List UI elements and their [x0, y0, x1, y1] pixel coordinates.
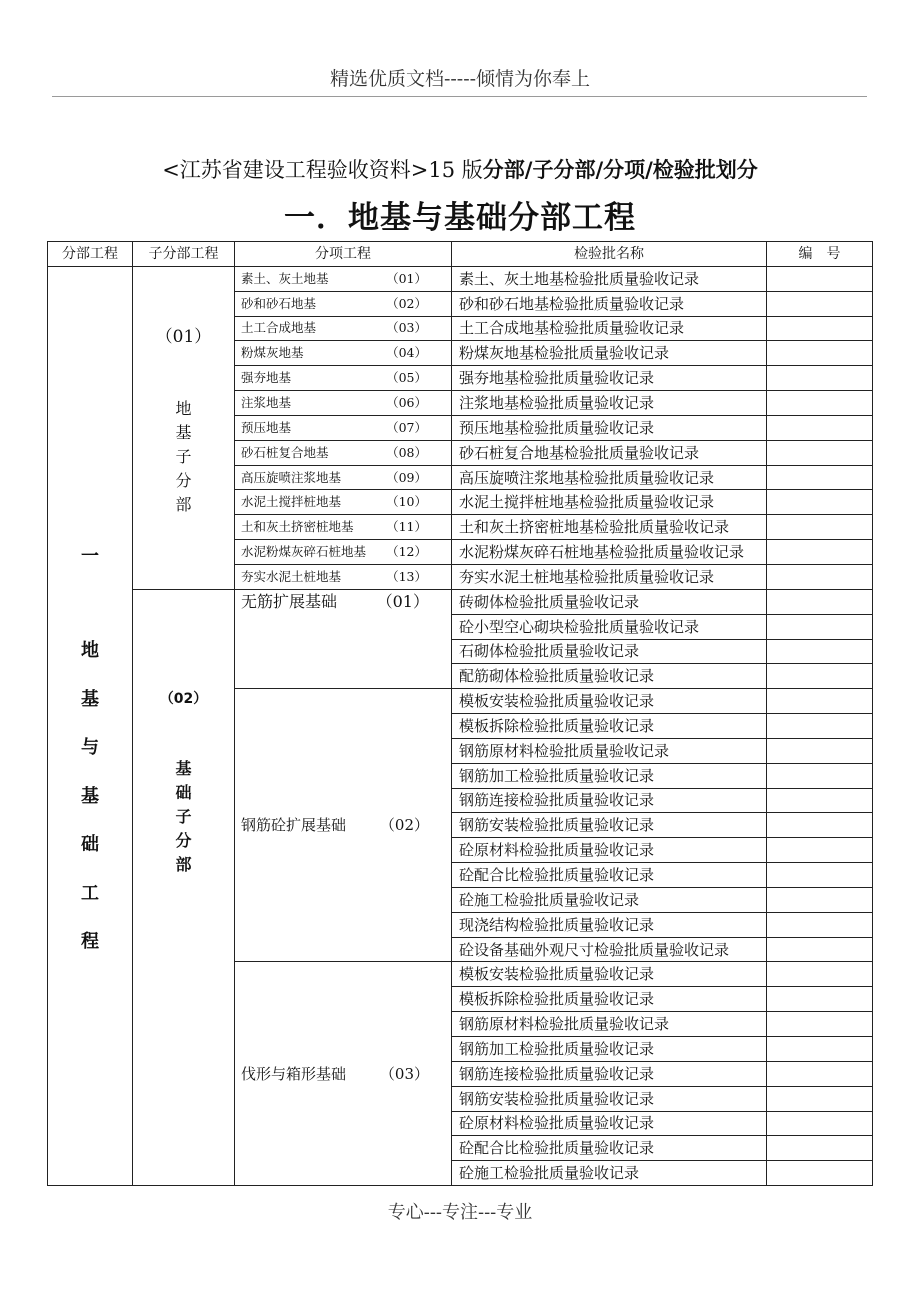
subitem-cell	[235, 540, 452, 565]
header-rule	[52, 96, 867, 97]
number-cell	[767, 540, 873, 565]
batch-name-cell: 素土、灰土地基检验批质量验收记录	[452, 266, 767, 291]
vertical-char: 部	[175, 494, 192, 514]
subitem-cell	[235, 415, 452, 440]
number-cell	[767, 415, 873, 440]
subitem-code: （09）	[386, 469, 427, 485]
number-cell	[767, 366, 873, 391]
subitem-code: （01）	[376, 591, 429, 611]
vertical-char: 子	[175, 446, 192, 466]
page-header: 精选优质文档-----倾情为你奉上	[329, 68, 591, 90]
number-cell	[767, 1012, 873, 1037]
subitem-code: （10）	[386, 494, 427, 510]
division-name-char: 与	[81, 737, 99, 759]
number-cell	[767, 1086, 873, 1111]
number-cell	[767, 291, 873, 316]
document-title	[0, 154, 920, 184]
division-cell	[48, 266, 133, 1185]
number-cell	[767, 763, 873, 788]
batch-name-cell: 砼设备基础外观尺寸检验批质量验收记录	[452, 937, 767, 962]
subitem-cell	[235, 266, 452, 291]
subitem-code: （07）	[386, 419, 427, 435]
vertical-char: 分	[175, 830, 192, 850]
subitem-cell	[235, 316, 452, 341]
division-name-char: 基	[81, 688, 99, 710]
number-cell	[767, 838, 873, 863]
batch-name-cell: 强夯地基检验批质量验收记录	[452, 366, 767, 391]
batch-name-cell: 土工合成地基检验批质量验收记录	[452, 316, 767, 341]
subitem-cell	[235, 291, 452, 316]
vertical-char: 础	[175, 782, 192, 802]
number-cell	[767, 465, 873, 490]
header-cell: 编 号	[767, 242, 873, 267]
batch-name-cell: 粉煤灰地基检验批质量验收记录	[452, 341, 767, 366]
batch-name-cell: 砼配合比检验批质量验收记录	[452, 1136, 767, 1161]
batch-name-cell: 模板安装检验批质量验收记录	[452, 689, 767, 714]
batch-name-cell: 钢筋安装检验批质量验收记录	[452, 813, 767, 838]
number-cell	[767, 440, 873, 465]
subdivision-code: （01）	[155, 326, 212, 347]
number-cell	[767, 863, 873, 888]
subitem-name: 无筋扩展基础	[241, 591, 338, 611]
number-cell	[767, 614, 873, 639]
table-row	[48, 589, 873, 614]
batch-name-cell: 配筋砌体检验批质量验收记录	[452, 664, 767, 689]
batch-name-cell: 钢筋加工检验批质量验收记录	[452, 763, 767, 788]
batch-name-cell: 模板安装检验批质量验收记录	[452, 962, 767, 987]
vertical-char: 部	[175, 854, 192, 874]
subitem-cell	[235, 564, 452, 589]
table-body	[48, 242, 873, 1186]
batch-name-cell: 注浆地基检验批质量验收记录	[452, 391, 767, 416]
batch-name-cell: 夯实水泥土桩地基检验批质量验收记录	[452, 564, 767, 589]
subitem-cell	[235, 391, 452, 416]
batch-name-cell: 钢筋安装检验批质量验收记录	[452, 1086, 767, 1111]
batch-name-cell: 土和灰土挤密桩地基检验批质量验收记录	[452, 515, 767, 540]
subitem-code: （01）	[386, 270, 427, 286]
number-cell	[767, 962, 873, 987]
subitem-name: 土工合成地基	[241, 320, 317, 336]
number-cell	[767, 1061, 873, 1086]
batch-name-cell: 砂石桩复合地基检验批质量验收记录	[452, 440, 767, 465]
subitem-code: （03）	[379, 1064, 429, 1083]
number-cell	[767, 341, 873, 366]
subitem-name: 砂和砂石地基	[241, 295, 317, 311]
batch-name-cell: 石砌体检验批质量验收记录	[452, 639, 767, 664]
subitem-name: 高压旋喷注浆地基	[241, 469, 342, 485]
subitem-code: （02）	[379, 816, 429, 835]
batch-name-cell: 现浇结构检验批质量验收记录	[452, 912, 767, 937]
batch-name-cell: 模板拆除检验批质量验收记录	[452, 987, 767, 1012]
header-cell: 分部工程	[48, 242, 133, 267]
subitem-code: （03）	[386, 320, 427, 336]
batch-name-cell: 模板拆除检验批质量验收记录	[452, 714, 767, 739]
number-cell	[767, 714, 873, 739]
number-cell	[767, 912, 873, 937]
subitem-name: 预压地基	[241, 419, 292, 435]
batch-name-cell: 砼原材料检验批质量验收记录	[452, 838, 767, 863]
title-suffix: 分部/子分部/分项/检验批划分	[482, 158, 758, 182]
number-cell	[767, 1161, 873, 1186]
title-prefix: <江苏省建设工程验收资料>15 版	[162, 158, 483, 182]
vertical-char: 分	[175, 470, 192, 490]
batch-name-cell: 砂和砂石地基检验批质量验收记录	[452, 291, 767, 316]
number-cell	[767, 564, 873, 589]
subdivision-cell-1	[133, 266, 235, 589]
number-cell	[767, 689, 873, 714]
subitem-name: 水泥粉煤灰碎石桩地基	[241, 544, 367, 560]
subitem-name: 砂石桩复合地基	[241, 444, 329, 460]
number-cell	[767, 589, 873, 614]
vertical-char: 子	[175, 806, 192, 826]
vertical-char: 基	[175, 422, 192, 442]
subitem-code: （12）	[386, 544, 427, 560]
subitem-code: （11）	[386, 519, 427, 535]
number-cell	[767, 316, 873, 341]
batch-name-cell: 砖砌体检验批质量验收记录	[452, 589, 767, 614]
number-cell	[767, 664, 873, 689]
header-cell: 分项工程	[235, 242, 452, 267]
section-title: 一．地基与基础分部工程	[284, 200, 636, 236]
number-cell	[767, 639, 873, 664]
division-name-char: 地	[81, 640, 99, 662]
table-row	[48, 266, 873, 291]
batch-name-cell: 砼施工检验批质量验收记录	[452, 887, 767, 912]
subitem-cell	[235, 465, 452, 490]
subitem-code: （13）	[386, 568, 427, 584]
number-cell	[767, 987, 873, 1012]
subitem-code: （05）	[386, 370, 427, 386]
subitem-group-cell	[235, 962, 452, 1186]
division-number: 一	[81, 546, 99, 568]
batch-name-cell: 水泥粉煤灰碎石桩地基检验批质量验收记录	[452, 540, 767, 565]
subitem-group-cell	[235, 589, 452, 688]
division-name-char: 础	[81, 834, 99, 856]
batch-name-cell: 钢筋加工检验批质量验收记录	[452, 1037, 767, 1062]
batch-name-cell: 高压旋喷注浆地基检验批质量验收记录	[452, 465, 767, 490]
subitem-name: 素土、灰土地基	[241, 270, 329, 286]
division-name-char: 程	[81, 931, 99, 953]
number-cell	[767, 1111, 873, 1136]
number-cell	[767, 266, 873, 291]
subitem-cell	[235, 440, 452, 465]
subitem-name: 夯实水泥土桩地基	[241, 568, 342, 584]
subitem-name: 强夯地基	[241, 370, 292, 386]
subitem-name: 伐形与箱形基础	[241, 1064, 347, 1083]
subitem-cell	[235, 366, 452, 391]
division-table	[47, 241, 873, 1186]
batch-name-cell: 钢筋连接检验批质量验收记录	[452, 1061, 767, 1086]
batch-name-cell: 砼小型空心砌块检验批质量验收记录	[452, 614, 767, 639]
subitem-code: （06）	[386, 394, 427, 410]
number-cell	[767, 1037, 873, 1062]
batch-name-cell: 钢筋原材料检验批质量验收记录	[452, 738, 767, 763]
division-name-char: 基	[81, 785, 99, 807]
number-cell	[767, 937, 873, 962]
header-cell: 子分部工程	[133, 242, 235, 267]
subitem-code: （02）	[386, 295, 427, 311]
subitem-code: （04）	[386, 345, 427, 361]
batch-name-cell: 预压地基检验批质量验收记录	[452, 415, 767, 440]
subdivision-code: （02）	[159, 690, 208, 707]
batch-name-cell: 砼原材料检验批质量验收记录	[452, 1111, 767, 1136]
subdivision-cell-2	[133, 589, 235, 1185]
number-cell	[767, 490, 873, 515]
division-name-char: 工	[81, 882, 99, 904]
batch-name-cell: 水泥土搅拌桩地基检验批质量验收记录	[452, 490, 767, 515]
subitem-cell	[235, 515, 452, 540]
subitem-name: 注浆地基	[241, 394, 292, 410]
number-cell	[767, 391, 873, 416]
number-cell	[767, 1136, 873, 1161]
subitem-group-cell	[235, 689, 452, 962]
batch-name-cell: 钢筋连接检验批质量验收记录	[452, 788, 767, 813]
batch-name-cell: 钢筋原材料检验批质量验收记录	[452, 1012, 767, 1037]
number-cell	[767, 515, 873, 540]
number-cell	[767, 887, 873, 912]
header-cell: 检验批名称	[452, 242, 767, 267]
subitem-name: 钢筋砼扩展基础	[241, 816, 347, 835]
number-cell	[767, 738, 873, 763]
subitem-cell	[235, 490, 452, 515]
subitem-name: 粉煤灰地基	[241, 345, 304, 361]
page-footer: 专心---专注---专业	[387, 1202, 533, 1223]
subitem-name: 水泥土搅拌桩地基	[241, 494, 342, 510]
header-row	[48, 242, 873, 267]
batch-name-cell: 砼施工检验批质量验收记录	[452, 1161, 767, 1186]
subitem-code: （08）	[386, 444, 427, 460]
vertical-char: 地	[175, 398, 192, 418]
subitem-name: 土和灰土挤密桩地基	[241, 519, 354, 535]
number-cell	[767, 788, 873, 813]
subitem-cell	[235, 341, 452, 366]
number-cell	[767, 813, 873, 838]
vertical-char: 基	[175, 758, 192, 778]
batch-name-cell: 砼配合比检验批质量验收记录	[452, 863, 767, 888]
